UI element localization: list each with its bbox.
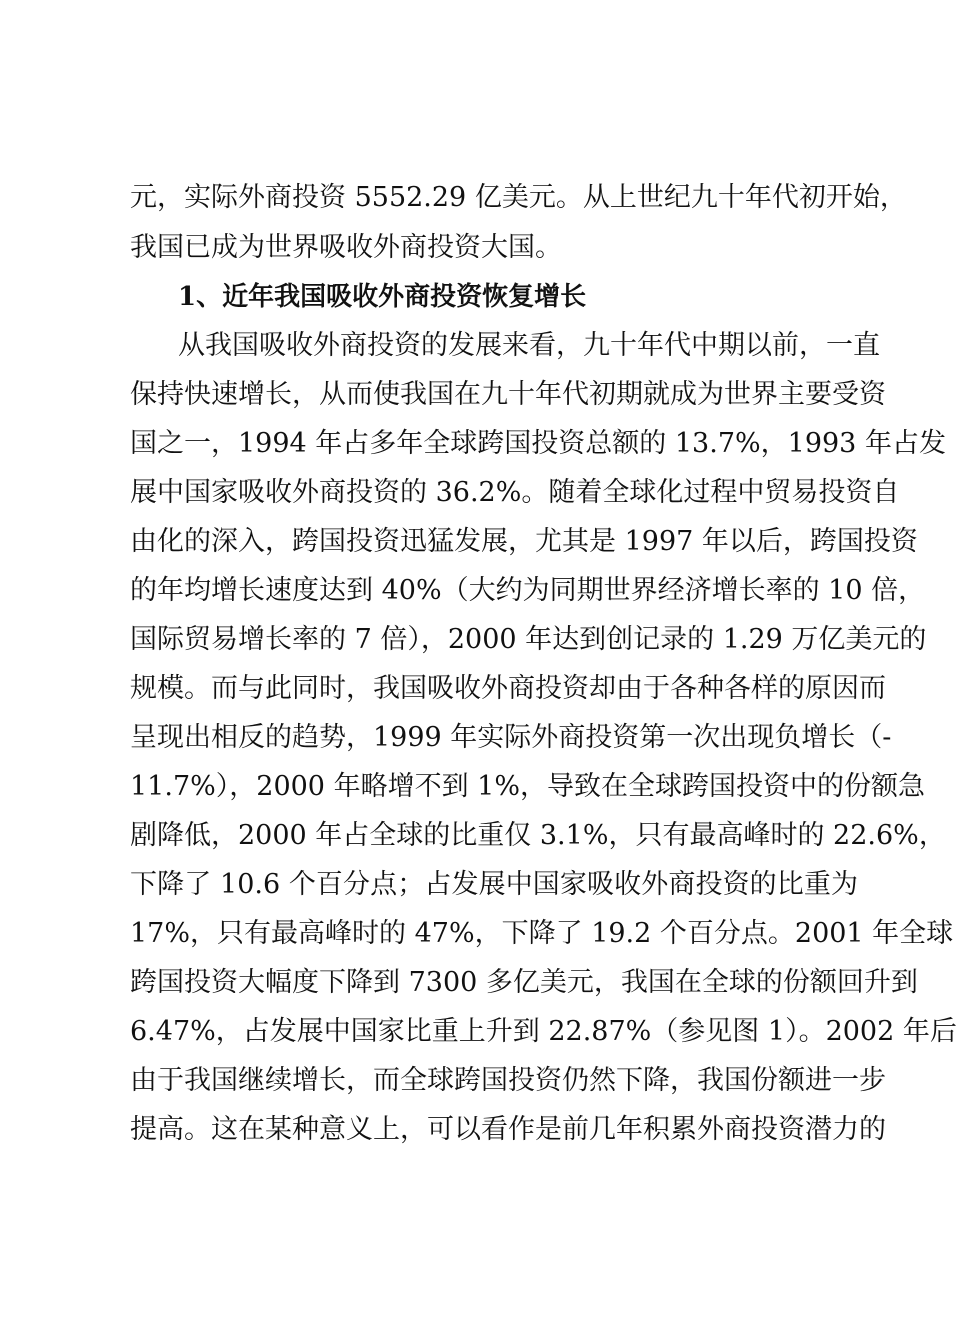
paragraph-line: 提高。这在某种意义上，可以看作是前几年积累外商投资潜力的 (130, 1114, 886, 1145)
text-line: 元，实际外商投资 5552.29 亿美元。从上世纪九十年代初开始， (130, 182, 907, 213)
paragraph-line: 17%，只有最高峰时的 47%，下降了 19.2 个百分点。2001 年全球 (130, 918, 954, 949)
paragraph-line: 下降了 10.6 个百分点；占发展中国家吸收外商投资的比重为 (130, 869, 858, 900)
paragraph-line: 跨国投资大幅度下降到 7300 多亿美元，我国在全球的份额回升到 (130, 967, 918, 998)
paragraph-line: 由于我国继续增长，而全球跨国投资仍然下降，我国份额进一步 (130, 1065, 886, 1096)
paragraph-line: 国之一，1994 年占多年全球跨国投资总额的 13.7%，1993 年占发 (130, 428, 946, 459)
paragraph-line: 6.47%，占发展中国家比重上升到 22.87%（参见图 1）。2002 年后 (130, 1016, 957, 1047)
paragraph-line: 呈现出相反的趋势，1999 年实际外商投资第一次出现负增长（- (130, 722, 892, 753)
paragraph-line: 保持快速增长，从而使我国在九十年代初期就成为世界主要受资 (130, 379, 886, 410)
paragraph-line: 剧降低，2000 年占全球的比重仅 3.1%，只有最高峰时的 22.6%， (130, 820, 946, 851)
paragraph-line: 展中国家吸收外商投资的 36.2%。随着全球化过程中贸易投资自 (130, 477, 900, 508)
section-heading: 1、近年我国吸收外商投资恢复增长 (178, 282, 587, 312)
paragraph-line: 由化的深入，跨国投资迅猛发展，尤其是 1997 年以后，跨国投资 (130, 526, 918, 557)
paragraph-line: 规模。而与此同时，我国吸收外商投资却由于各种各样的原因而 (130, 673, 886, 704)
paragraph-line: 国际贸易增长率的 7 倍），2000 年达到创记录的 1.29 万亿美元的 (130, 624, 927, 655)
paragraph-line: 的年均增长速度达到 40%（大约为同期世界经济增长率的 10 倍， (130, 575, 926, 606)
text-line: 我国已成为世界吸收外商投资大国。 (130, 232, 562, 263)
paragraph-line: 从我国吸收外商投资的发展来看，九十年代中期以前，一直 (178, 330, 880, 361)
paragraph-line: 11.7%），2000 年略增不到 1%，导致在全球跨国投资中的份额急 (130, 771, 925, 802)
